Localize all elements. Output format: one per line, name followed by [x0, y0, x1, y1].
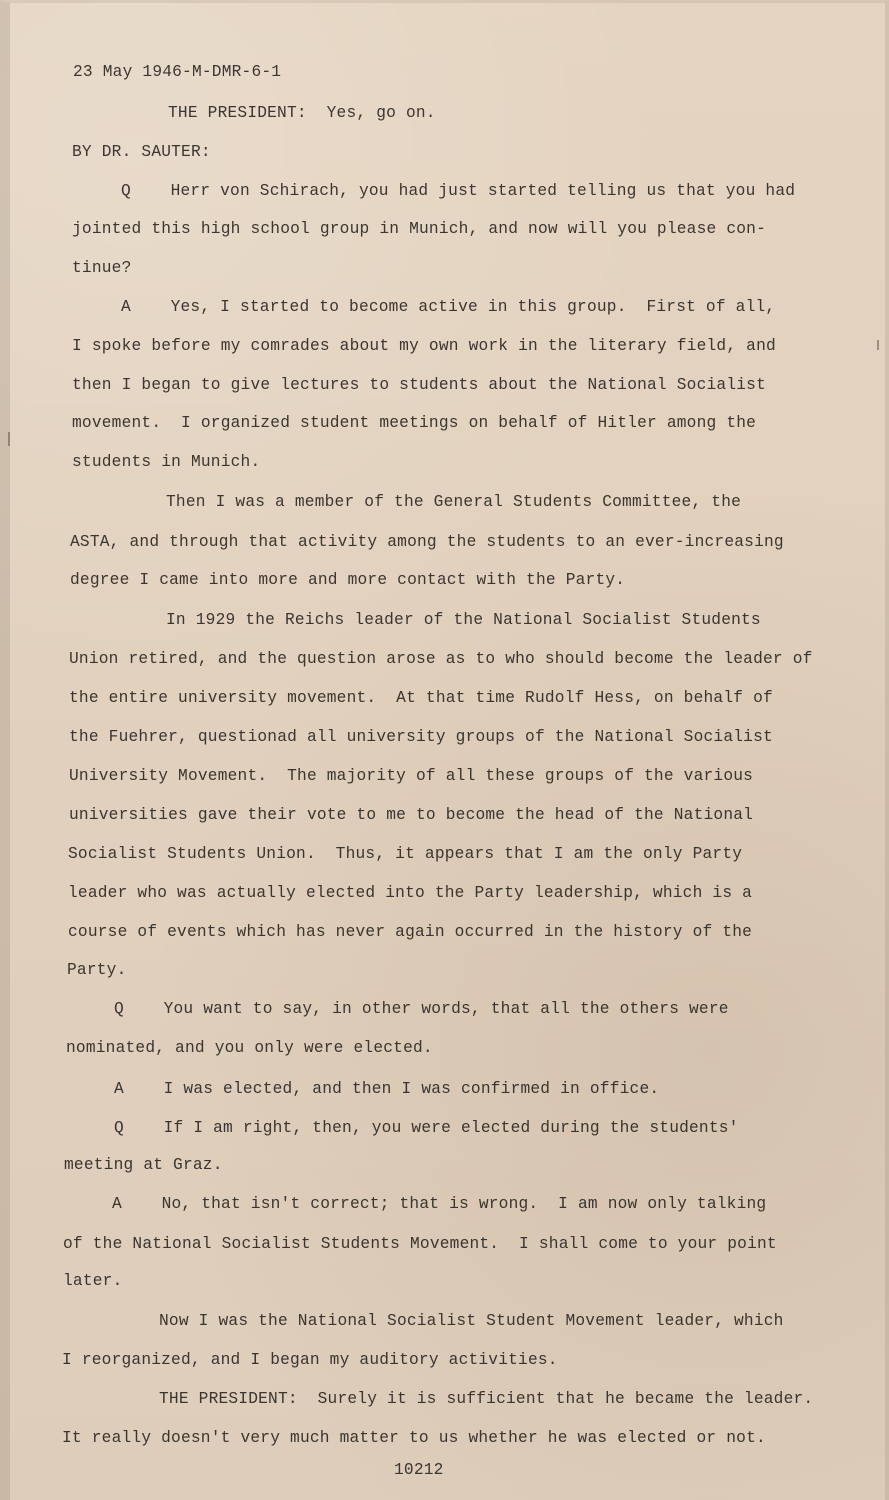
page-number: 10212	[394, 1461, 444, 1479]
text-line: course of events which has never again occurred in the history of the	[68, 923, 753, 941]
text-line: Union retired, and the question arose as to who should become the leader of	[69, 650, 813, 668]
text-line: A Yes, I started to become active in this group. First of all,	[121, 298, 776, 316]
text-line: Q If I am right, then, you were elected during the students'	[114, 1119, 739, 1137]
text-line: of the National Socialist Students Movement. I shall come to your point	[63, 1235, 777, 1253]
text-line: Now I was the National Socialist Student Movement leader, which	[159, 1312, 784, 1330]
text-line: students in Munich.	[72, 453, 261, 471]
text-line: In 1929 the Reichs leader of the National Socialist Students	[166, 611, 761, 629]
text-line: Socialist Students Union. Thus, it appears that I am the only Party	[68, 845, 743, 863]
document-header: 23 May 1946-M-DMR-6-1	[73, 63, 282, 81]
text-line: jointed this high school group in Munich, and now will you please con-	[72, 220, 766, 238]
text-line: the Fuehrer, questionad all university groups of the National Socialist	[69, 728, 773, 746]
text-line: Q You want to say, in other words, that all the others were	[114, 1000, 729, 1018]
text-line: the entire university movement. At that time Rudolf Hess, on behalf of	[69, 689, 773, 707]
text-line: nominated, and you only were elected.	[66, 1039, 433, 1057]
text-line: degree I came into more and more contact with the Party.	[70, 571, 626, 589]
text-line: later.	[63, 1272, 123, 1290]
margin-mark	[877, 340, 879, 350]
text-line: ASTA, and through that activity among the students to an ever-increasing	[70, 533, 784, 551]
text-line: THE PRESIDENT: Surely it is sufficient that he became the leader.	[159, 1390, 814, 1408]
text-line: I spoke before my comrades about my own work in the literary field, and	[72, 337, 776, 355]
text-line: I reorganized, and I began my auditory activities.	[62, 1351, 558, 1369]
text-line: universities gave their vote to me to become the head of the National	[69, 806, 754, 824]
text-line: Party.	[67, 961, 127, 979]
text-line: Q Herr von Schirach, you had just started telling us that you had	[121, 182, 796, 200]
text-line: It really doesn't very much matter to us whether he was elected or not.	[62, 1429, 766, 1447]
text-line: movement. I organized student meetings on behalf of Hitler among the	[72, 414, 757, 432]
text-line: University Movement. The majority of all these groups of the various	[69, 767, 754, 785]
text-line: leader who was actually elected into the Party leadership, which is a	[68, 884, 753, 902]
text-line: THE PRESIDENT: Yes, go on.	[168, 104, 436, 122]
text-line: BY DR. SAUTER:	[72, 143, 211, 161]
text-line: A I was elected, and then I was confirmed in office.	[114, 1080, 660, 1098]
text-line: meeting at Graz.	[64, 1156, 223, 1174]
text-line: then I began to give lectures to students about the National Socialist	[72, 376, 766, 394]
text-line: A No, that isn't correct; that is wrong. I am now only talking	[112, 1195, 767, 1213]
margin-mark	[8, 432, 10, 446]
text-line: Then I was a member of the General Students Committee, the	[166, 493, 742, 511]
text-line: tinue?	[72, 259, 132, 277]
